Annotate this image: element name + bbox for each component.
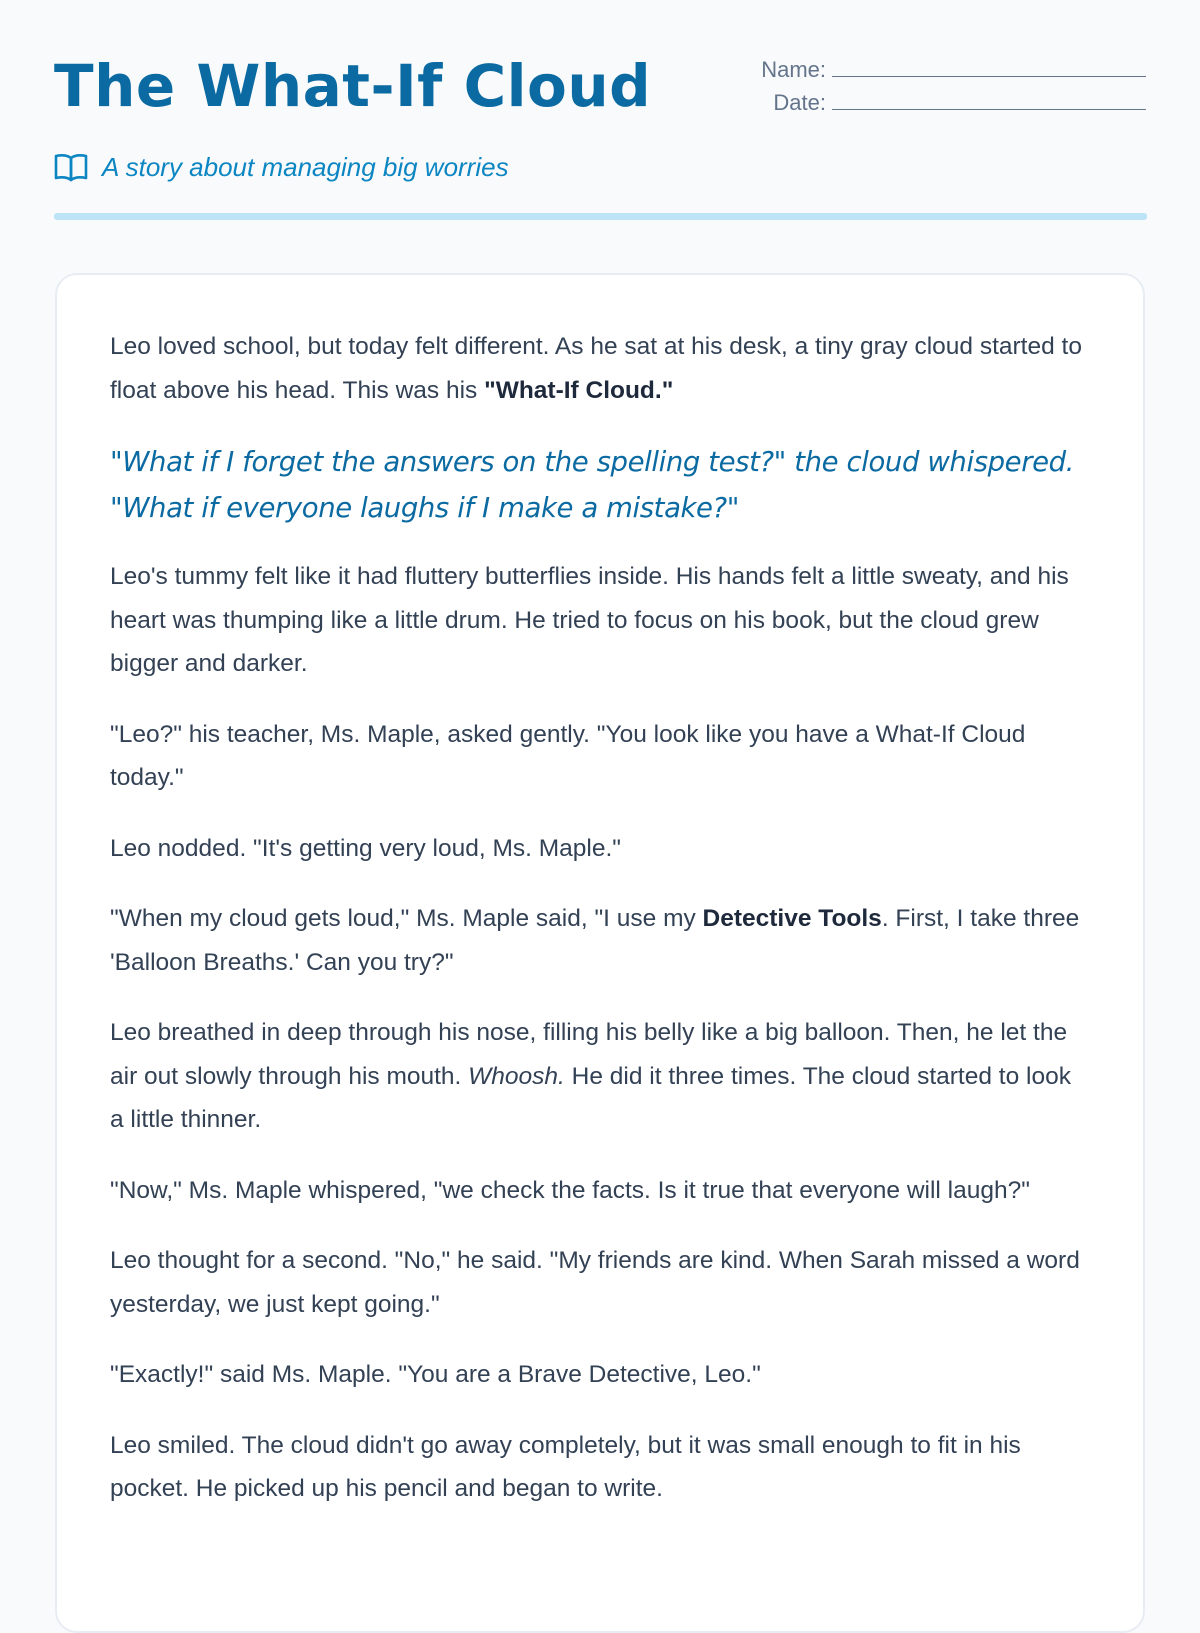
detective-tools-term: Detective Tools — [702, 905, 882, 932]
p6-text-before: Leo breathed in deep through his nose, filling his belly like a big balloon. Then, he let the air out slowly through his mouth. — [110, 1019, 1068, 1090]
whoosh-word: Whoosh. — [468, 1062, 565, 1090]
p6-text-after: He did it three times. The cloud started to look a little thinner. — [110, 1062, 1071, 1133]
name-row — [761, 56, 1146, 89]
story-paragraph-7: "Now," Ms. Maple whispered, "we check the facts. Is it true that everyone will laugh?" — [110, 1176, 1030, 1204]
date-row — [761, 89, 1146, 122]
story-paragraph-1 — [110, 325, 1091, 412]
story-paragraph-4: Leo nodded. "It's getting very loud, Ms. Maple." — [110, 834, 621, 862]
header-divider — [54, 213, 1147, 220]
date-label: Date: — [773, 90, 826, 115]
story-paragraph-5 — [110, 897, 1091, 984]
name-field-line[interactable] — [832, 56, 1146, 77]
p1-text: Leo loved school, but today felt different. As he sat at his desk, a tiny gray cloud started to float above his head. This was his — [110, 333, 1082, 404]
story-paragraph-8: Leo thought for a second. "No," he said. "My friends are kind. When Sarah missed a word yesterday, we just kept going." — [110, 1247, 1080, 1318]
p5-text-before: "When my cloud gets loud," Ms. Maple said, "I use my — [110, 905, 703, 932]
story-paragraph-10: Leo smiled. The cloud didn't go away completely, but it was small enough to fit in his pocket. He picked up his pencil and began to write. — [110, 1431, 1021, 1502]
p5-text-after: . First, I take three 'Balloon Breaths.' Can you try?" — [110, 905, 1080, 976]
story-paragraph-9: "Exactly!" said Ms. Maple. "You are a Brave Detective, Leo." — [110, 1361, 761, 1388]
name-label: Name: — [761, 57, 826, 82]
story-card — [55, 273, 1145, 1633]
date-field-line[interactable] — [832, 89, 1146, 110]
student-info — [761, 56, 1146, 122]
open-book-icon — [54, 152, 88, 182]
subtitle-row — [54, 150, 509, 184]
page-title: The What-If Cloud — [54, 52, 652, 120]
what-if-cloud-term: "What-If Cloud." — [484, 376, 674, 404]
page-subtitle: A story about managing big worries — [102, 151, 509, 182]
cloud-quote: "What if I forget the answers on the spelling test?" the cloud whispered. "What if everyone laughs if I make a mistake?" — [110, 446, 1075, 524]
story-paragraph-3: "Leo?" his teacher, Ms. Maple, asked gently. "You look like you have a What-If Cloud today." — [110, 720, 1026, 791]
story-paragraph-2: Leo's tummy felt like it had fluttery butterflies inside. His hands felt a little sweaty, and his heart was thumping like a little drum. He tried to focus on his book, but the cloud grew bigger and darker. — [110, 563, 1069, 677]
story-paragraph-6 — [110, 1011, 1091, 1142]
